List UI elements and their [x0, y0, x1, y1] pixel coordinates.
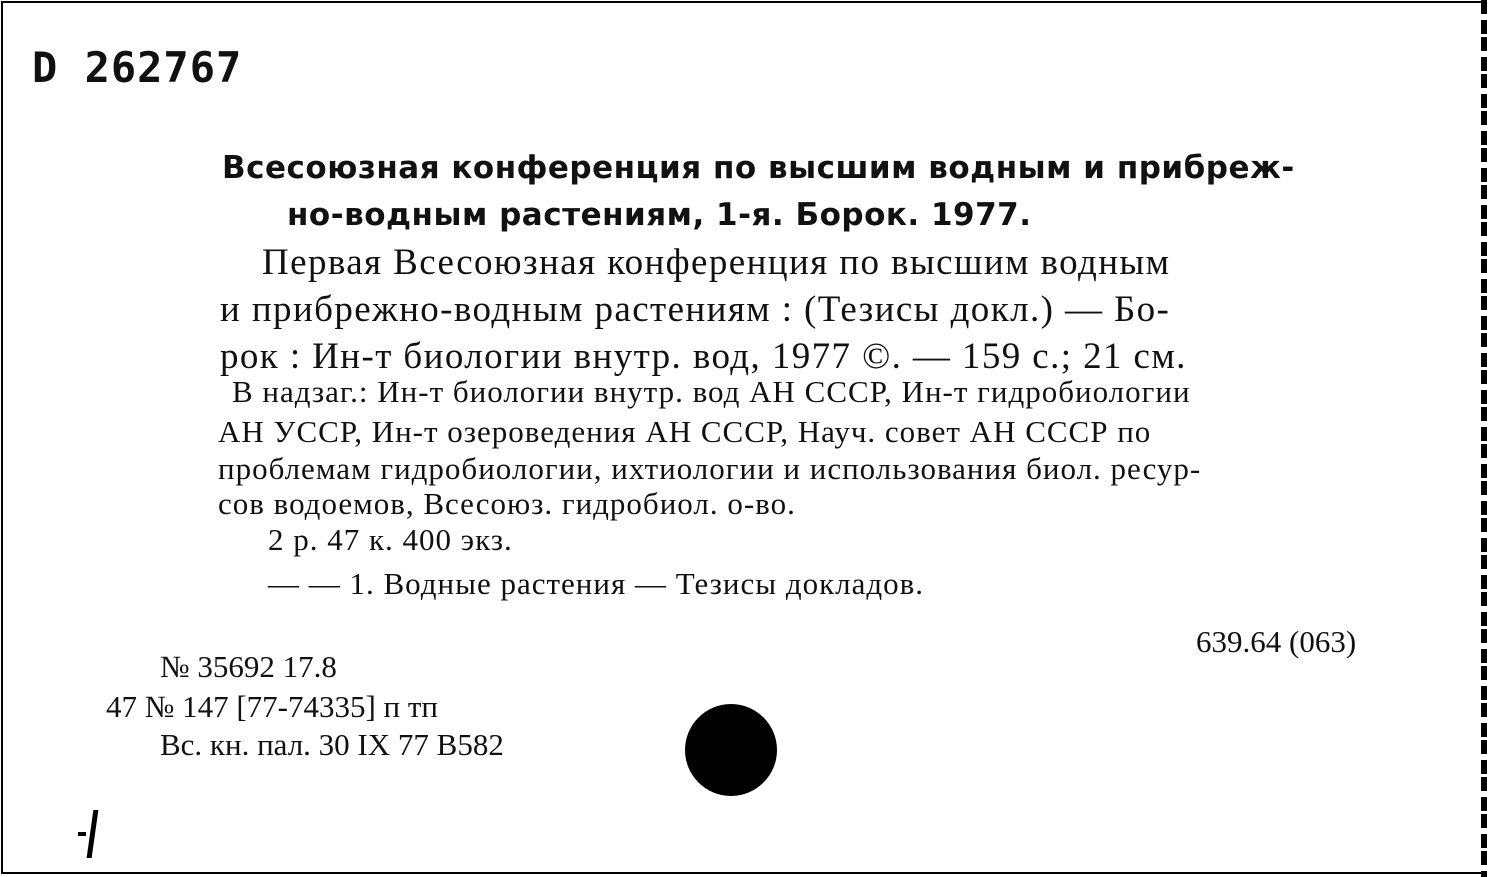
ink-mark-tip — [78, 832, 86, 836]
registry-line-1: № 35692 17.8 — [160, 649, 337, 684]
registry-line-2: 47 № 147 [77-74335] п тп — [106, 689, 439, 724]
heading-line-1: Всесоюзная конференция по высшим водным и прибреж- — [222, 150, 1295, 186]
registry-line-3: Вс. кн. пал. 30 IX 77 В582 — [160, 727, 504, 762]
note-line-1: В надзаг.: Ин-т биологии внутр. вод АН СССР, Ин-т гидробиологии — [232, 374, 1191, 409]
price-line: 2 р. 47 к. 400 экз. — [268, 522, 513, 557]
note-line-4: сов водоемов, Всесоюз. гидробиол. о-во. — [218, 486, 796, 521]
classification-code: 639.64 (063) — [1196, 624, 1357, 659]
note-line-3: проблемам гидробиологии, ихтиологии и использования биол. ресур- — [218, 451, 1202, 486]
title-line-2: и прибрежно-водным растениям : (Тезисы докл.) — Бо- — [220, 289, 1171, 330]
title-line-1: Первая Всесоюзная конференция по высшим водным — [262, 242, 1171, 283]
heading-line-2: но-водным растениям, 1-я. Борок. 1977. — [287, 197, 1032, 233]
title-line-3: рок : Ин-т биологии внутр. вод, 1977 ©. — 159 с.; 21 см. — [220, 336, 1187, 377]
punch-hole — [685, 704, 777, 796]
call-number: D 262767 — [32, 43, 243, 92]
card-edge — [1481, 0, 1487, 877]
note-line-2: АН УССР, Ин-т озероведения АН СССР, Науч. совет АН СССР по — [218, 414, 1152, 449]
subject-line: — — 1. Водные растения — Тезисы докладов. — [268, 566, 925, 601]
